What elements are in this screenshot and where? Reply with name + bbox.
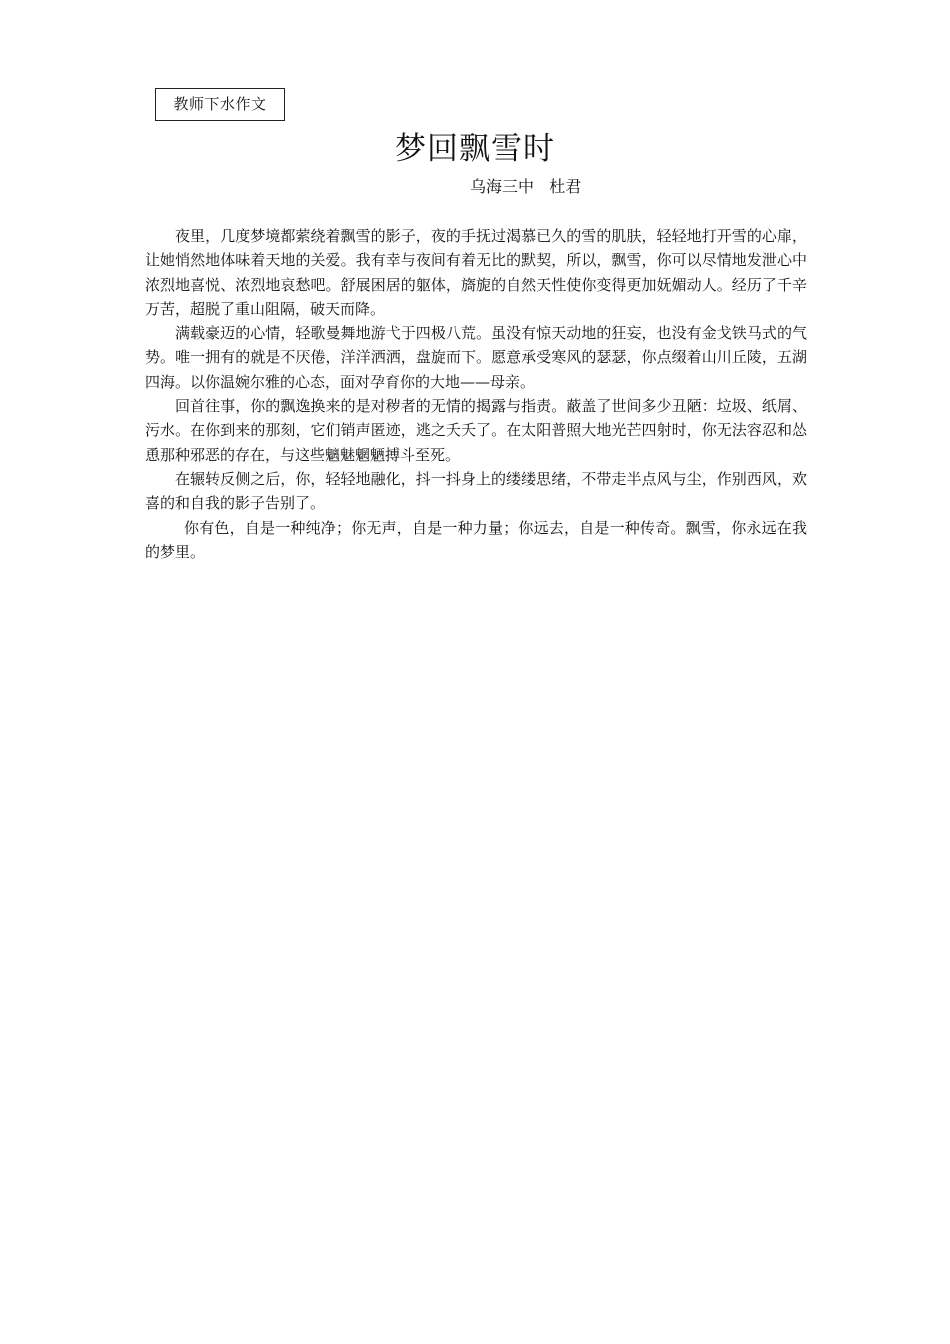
paragraph-5: 你有色，自是一种纯净；你无声，自是一种力量；你远去，自是一种传奇。飘雪，你永远在我的梦里。 bbox=[145, 518, 807, 561]
essay-body bbox=[145, 224, 807, 564]
paragraph-2: 满载豪迈的心情，轻歌曼舞地游弋于四极八荒。虽没有惊天动地的狂妄，也没有金戈铁马式的气势。唯一拥有的就是不厌倦，洋洋洒洒，盘旋而下。愿意承受寒风的瑟瑟，你点缀着山川丘陵，五湖四海。以你温婉尔雅的心态，面对孕育你的大地——母亲。 bbox=[145, 324, 807, 391]
essay-title: 梦回飘雪时 bbox=[395, 131, 555, 167]
author-line: 乌海三中 杜君 bbox=[470, 177, 582, 196]
paragraph-3: 回首往事，你的飘逸换来的是对秽者的无情的揭露与指责。蔽盖了世间多少丑陋：垃圾、纸屑、污水。在你到来的那刻，它们销声匿迹，逃之夭夭了。在太阳普照大地光芒四射时，你无法容忍和怂恿那种邪恶的存在，与这些魑魅魍魉搏斗至死。 bbox=[145, 397, 807, 464]
category-label: 教师下水作文 bbox=[155, 88, 285, 121]
paragraph-1: 夜里，几度梦境都萦绕着飘雪的影子，夜的手抚过渴慕已久的雪的肌肤，轻轻地打开雪的心扉，让她悄然地体味着天地的关爱。我有幸与夜间有着无比的默契，所以，飘雪，你可以尽情地发泄心中浓烈地喜悦、浓烈地哀愁吧。舒展困居的躯体，旖旎的自然天性使你变得更加妩媚动人。经历了千辛万苦，超脱了重山阻隔，破天而降。 bbox=[145, 227, 807, 318]
paragraph-4: 在辗转反侧之后，你，轻轻地融化，抖一抖身上的缕缕思绪，不带走半点风与尘，作别西风，欢喜的和自我的影子告别了。 bbox=[145, 469, 807, 513]
